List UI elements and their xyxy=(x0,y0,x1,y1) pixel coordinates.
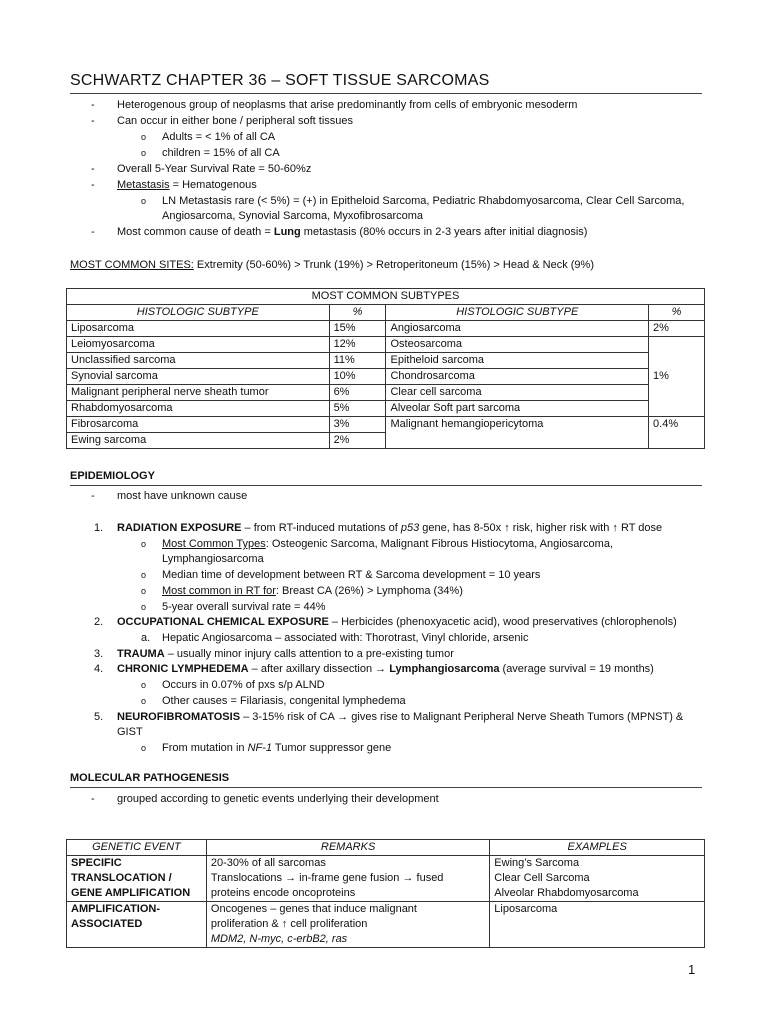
molecular-heading: MOLECULAR PATHOGENESIS xyxy=(70,772,702,788)
dash-bullet: - xyxy=(91,99,95,111)
remarks-cell xyxy=(206,856,489,902)
sites-text: Extremity (50-60%) > Trunk (19%) > Retroperitoneum (15%) > Head & Neck (9%) xyxy=(193,259,594,271)
circle-bullet-icon: o xyxy=(141,586,147,596)
death-pre: Most common cause of death = xyxy=(117,226,274,238)
intro-sub-children: children = 15% of all CA xyxy=(162,147,280,159)
dash-bullet: - xyxy=(91,115,95,127)
subtype-name: Liposarcoma xyxy=(67,321,330,337)
remark-line: proliferation & ↑ cell proliferation xyxy=(210,918,368,930)
subtype-pct: 10% xyxy=(329,369,386,385)
trauma-label: TRAUMA xyxy=(117,648,165,660)
intro-line-2: Can occur in either bone / peripheral soft tissues xyxy=(117,115,354,127)
table-row xyxy=(67,337,705,353)
radiation-pre: – from RT-induced mutations of xyxy=(241,522,401,534)
epi-chemical xyxy=(117,615,677,630)
list-number: 4. xyxy=(94,663,104,675)
radiation-median: Median time of development between RT & Sarcoma development = 10 years xyxy=(162,569,541,581)
chemical-label: OCCUPATIONAL CHEMICAL EXPOSURE xyxy=(117,616,329,628)
subtype-name: Epitheloid sarcoma xyxy=(386,353,649,369)
chemical-hepatic: Hepatic Angiosarcoma – associated with: Thorotrast, Vinyl chloride, arsenic xyxy=(162,632,529,644)
types-text: : Osteogenic Sarcoma, Malignant Fibrous Histiocytoma, Angiosarcoma, xyxy=(265,538,613,550)
nf-gene: NF-1 xyxy=(247,742,273,754)
lymphedema-post: (average survival = 19 months) xyxy=(499,663,654,675)
col-subtype-left: HISTOLOGIC SUBTYPE xyxy=(67,305,330,321)
table-row xyxy=(67,902,705,948)
subtype-name: Malignant peripheral nerve sheath tumor xyxy=(67,385,330,401)
lymphedema-occurs: Occurs in 0.07% of pxs s/p ALND xyxy=(162,679,325,691)
metastasis-label: Metastasis xyxy=(117,179,170,191)
epi-trauma xyxy=(117,647,454,662)
molecular-grouped: grouped according to genetic events underlying their development xyxy=(117,793,439,805)
dash-bullet: - xyxy=(91,793,95,805)
subtype-pct: 15% xyxy=(329,321,386,337)
table-row xyxy=(67,369,705,385)
intro-line-1: Heterogenous group of neoplasms that arise predominantly from cells of embryonic mesoderm xyxy=(117,99,578,111)
examples-cell xyxy=(490,902,705,948)
subtype-name: Ewing sarcoma xyxy=(67,433,330,449)
nf-from-pre: From mutation in xyxy=(162,742,248,754)
ln-metastasis-line-1: LN Metastasis rare (< 5%) = (+) in Epitheloid Sarcoma, Pediatric Rhabdomyosarcoma, Clear Cell Sarcoma, xyxy=(162,195,685,207)
circle-bullet-icon: o xyxy=(141,743,147,753)
epi-radiation xyxy=(117,521,662,536)
subtypes-header: MOST COMMON SUBTYPES xyxy=(67,289,705,305)
subtype-pct: 3% xyxy=(329,417,386,433)
col-pct-left: % xyxy=(329,305,386,321)
page-number: 1 xyxy=(688,962,696,977)
example-line: Alveolar Rhabdomyosarcoma xyxy=(494,887,639,899)
radiation-post: gene, has 8-50x ↑ risk, higher risk with ↑ RT dose xyxy=(419,522,663,534)
circle-bullet-icon: o xyxy=(141,148,147,158)
subtype-pct: 0.4% xyxy=(649,417,705,449)
list-letter: a. xyxy=(141,632,151,644)
dash-bullet: - xyxy=(91,179,95,191)
radiation-survival: 5-year overall survival rate = 44% xyxy=(162,601,326,613)
nf-mutation xyxy=(162,741,391,756)
radiation-rt xyxy=(162,584,463,599)
remark-line: Translocations → in-frame gene fusion → fused xyxy=(210,872,444,884)
rt-text: : Breast CA (26%) > Lymphoma (34%) xyxy=(275,585,463,597)
remarks-cell xyxy=(206,902,489,948)
table-row xyxy=(67,353,705,369)
event-line: TRANSLOCATION / xyxy=(71,872,172,884)
radiation-label: RADIATION EXPOSURE xyxy=(117,522,242,534)
remark-line: MDM2, N-myc, c-erbB2, ras xyxy=(210,933,348,945)
col-subtype-right: HISTOLOGIC SUBTYPE xyxy=(386,305,649,321)
example-line: Clear Cell Sarcoma xyxy=(494,872,590,884)
subtypes-table xyxy=(66,288,705,449)
radiation-gene: p53 xyxy=(400,522,420,534)
epi-neurofibromatosis xyxy=(117,710,683,725)
epi-unknown-cause: most have unknown cause xyxy=(117,490,248,502)
circle-bullet-icon: o xyxy=(141,602,147,612)
event-line: SPECIFIC xyxy=(71,857,122,869)
subtype-name: Osteosarcoma xyxy=(386,337,649,353)
subtype-pct: 2% xyxy=(329,433,386,449)
list-number: 3. xyxy=(94,648,104,660)
genetic-event-table xyxy=(66,839,705,948)
page-title: SCHWARTZ CHAPTER 36 – SOFT TISSUE SARCOMAS xyxy=(70,72,702,94)
table-row xyxy=(67,385,705,401)
nf-text: – 3-15% risk of CA → gives rise to Malignant Peripheral Nerve Sheath Tumors (MPNST) & xyxy=(240,711,684,723)
subtype-name: Rhabdomyosarcoma xyxy=(67,401,330,417)
circle-bullet-icon: o xyxy=(141,539,147,549)
remark-line: proteins encode oncoproteins xyxy=(210,887,356,899)
table-row xyxy=(67,321,705,337)
list-number: 1. xyxy=(94,522,104,534)
event-line: ASSOCIATED xyxy=(71,918,143,930)
trauma-text: – usually minor injury calls attention to a pre-existing tumor xyxy=(164,648,454,660)
intro-line-3: Overall 5-Year Survival Rate = 50-60%z xyxy=(117,163,312,175)
dash-bullet: - xyxy=(91,490,95,502)
col-examples: EXAMPLES xyxy=(490,840,705,856)
sites-label: MOST COMMON SITES: xyxy=(70,259,194,271)
col-remarks: REMARKS xyxy=(206,840,489,856)
nf-label: NEUROFIBROMATOSIS xyxy=(117,711,241,723)
ln-metastasis-line-2: Angiosarcoma, Synovial Sarcoma, Myxofibrosarcoma xyxy=(162,210,424,222)
subtype-pct: 11% xyxy=(329,353,386,369)
genetic-event-cell xyxy=(67,902,207,948)
subtype-name: Malignant hemangiopericytoma xyxy=(386,417,649,449)
list-number: 2. xyxy=(94,616,104,628)
subtype-name: Clear cell sarcoma xyxy=(386,385,649,401)
col-pct-right: % xyxy=(649,305,705,321)
subtype-pct: 12% xyxy=(329,337,386,353)
lymphangiosarcoma-label: Lymphangiosarcoma xyxy=(389,663,500,675)
subtype-pct: 2% xyxy=(649,321,705,337)
event-line: AMPLIFICATION- xyxy=(71,903,161,915)
chemical-text: – Herbicides (phenoxyacetic acid), wood preservatives (chlorophenols) xyxy=(328,616,677,628)
col-genetic-event: GENETIC EVENT xyxy=(67,840,207,856)
table-row xyxy=(67,856,705,902)
list-number: 5. xyxy=(94,711,104,723)
types-label: Most Common Types xyxy=(162,538,266,550)
dash-bullet: - xyxy=(91,163,95,175)
example-line: Liposarcoma xyxy=(494,903,558,915)
remark-line: Oncogenes – genes that induce malignant xyxy=(210,903,417,915)
dash-bullet: - xyxy=(91,226,95,238)
subtype-pct: 6% xyxy=(329,385,386,401)
rt-label: Most common in RT for xyxy=(162,585,276,597)
subtype-name: Synovial sarcoma xyxy=(67,369,330,385)
circle-bullet-icon: o xyxy=(141,680,147,690)
event-line: GENE AMPLIFICATION xyxy=(71,887,191,899)
subtype-name: Chondrosarcoma xyxy=(386,369,649,385)
subtype-name: Leiomyosarcoma xyxy=(67,337,330,353)
death-bold: Lung xyxy=(273,226,301,238)
example-line: Ewing’s Sarcoma xyxy=(494,857,580,869)
epi-lymphedema xyxy=(117,662,654,677)
nf-cont: GIST xyxy=(117,726,143,738)
most-common-sites xyxy=(70,258,594,273)
metastasis-text: = Hematogenous xyxy=(169,179,257,191)
intro-death-cause xyxy=(117,225,587,240)
subtype-name: Angiosarcoma xyxy=(386,321,649,337)
epidemiology-heading: EPIDEMIOLOGY xyxy=(70,470,702,486)
genetic-event-cell xyxy=(67,856,207,902)
subtype-name: Alveolar Soft part sarcoma xyxy=(386,401,649,417)
lymphedema-pre: – after axillary dissection → xyxy=(248,663,390,675)
circle-bullet-icon: o xyxy=(141,696,147,706)
table-row xyxy=(67,417,705,433)
examples-cell xyxy=(490,856,705,902)
lymphedema-other: Other causes = Filariasis, congenital lymphedema xyxy=(162,695,406,707)
radiation-types-cont: Lymphangiosarcoma xyxy=(162,553,264,565)
death-post: metastasis (80% occurs in 2-3 years after initial diagnosis) xyxy=(300,226,588,238)
lymphedema-label: CHRONIC LYMPHEDEMA xyxy=(117,663,249,675)
radiation-types xyxy=(162,537,613,552)
table-row xyxy=(67,401,705,417)
intro-metastasis xyxy=(117,178,257,193)
circle-bullet-icon: o xyxy=(141,570,147,580)
nf-from-post: Tumor suppressor gene xyxy=(272,742,392,754)
subtype-pct: 5% xyxy=(329,401,386,417)
subtype-name: Fibrosarcoma xyxy=(67,417,330,433)
remark-line: 20-30% of all sarcomas xyxy=(210,857,326,869)
subtype-group-pct: 1% xyxy=(649,337,705,417)
circle-bullet-icon: o xyxy=(141,196,147,206)
subtype-name: Unclassified sarcoma xyxy=(67,353,330,369)
circle-bullet-icon: o xyxy=(141,132,147,142)
intro-sub-adults: Adults = < 1% of all CA xyxy=(162,131,276,143)
